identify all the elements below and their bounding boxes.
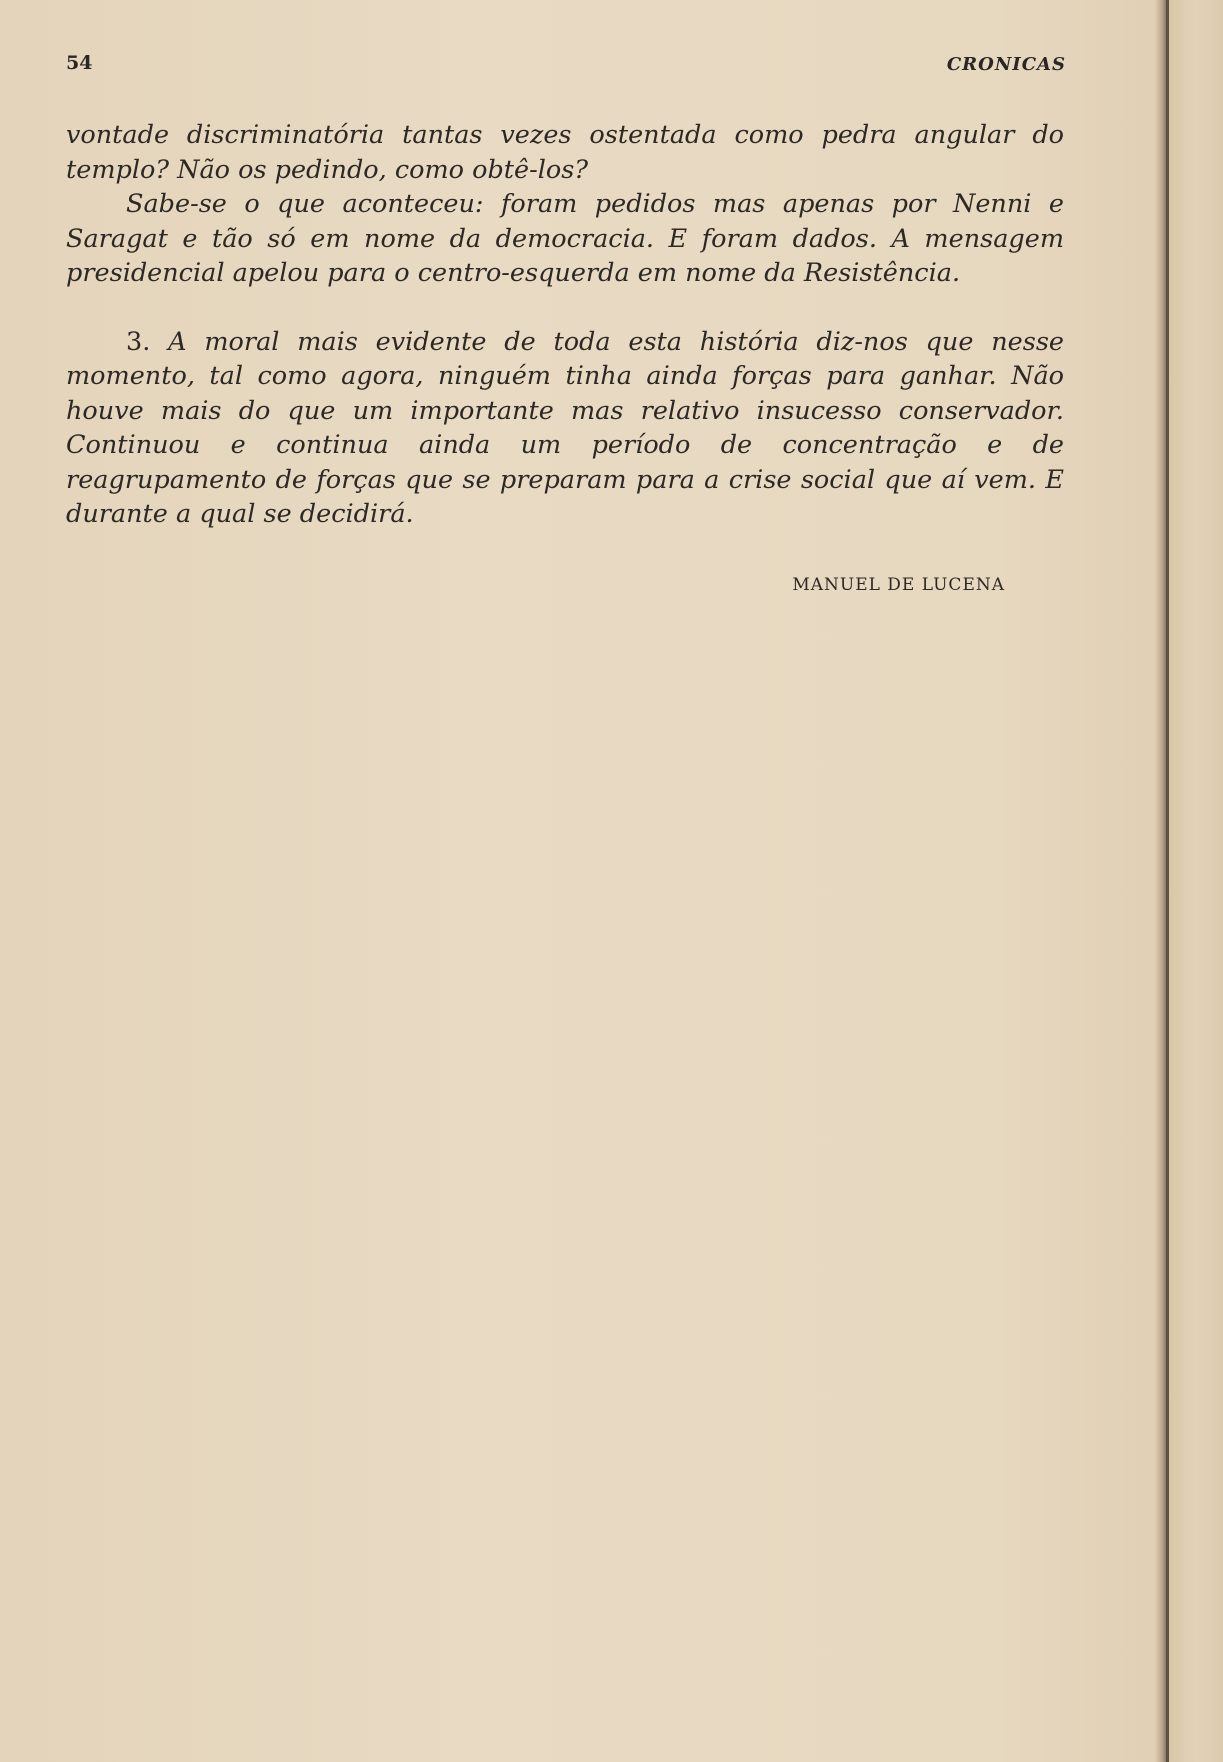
running-title: CRONICAS [946, 54, 1066, 75]
body-text [66, 118, 1064, 532]
running-head [66, 52, 1066, 82]
paragraph-text: A moral mais evidente de toda esta história diz-nos que nesse momento, tal como agora, ninguém tinha ainda forças para ganhar. Não houve mais do que um importante mas relativo insucesso conservador. Continuou e continua ainda um período de concentração e de reagrupamento de forças que se preparam para a crise social que aí vem. E durante a qual se decidirá. [66, 326, 1064, 529]
page-number: 54 [66, 52, 93, 74]
section-number: 3. [126, 326, 151, 357]
author-signature: MANUEL DE LUCENA [792, 575, 1005, 595]
facing-page-edge [1169, 0, 1223, 1762]
paragraph-section-3 [66, 325, 1064, 532]
paragraph-continued: vontade discriminatória tantas vezes ostentada como pedra angular do templo? Não os pedindo, como obtê-los? [66, 120, 1064, 185]
paragraph: Sabe-se o que aconteceu: foram pedidos mas apenas por Nenni e Saragat e tão só em nome da democracia. E foram dados. A mensagem presidencial apelou para o centro-esquerda em nome da Resistência. [66, 189, 1064, 288]
